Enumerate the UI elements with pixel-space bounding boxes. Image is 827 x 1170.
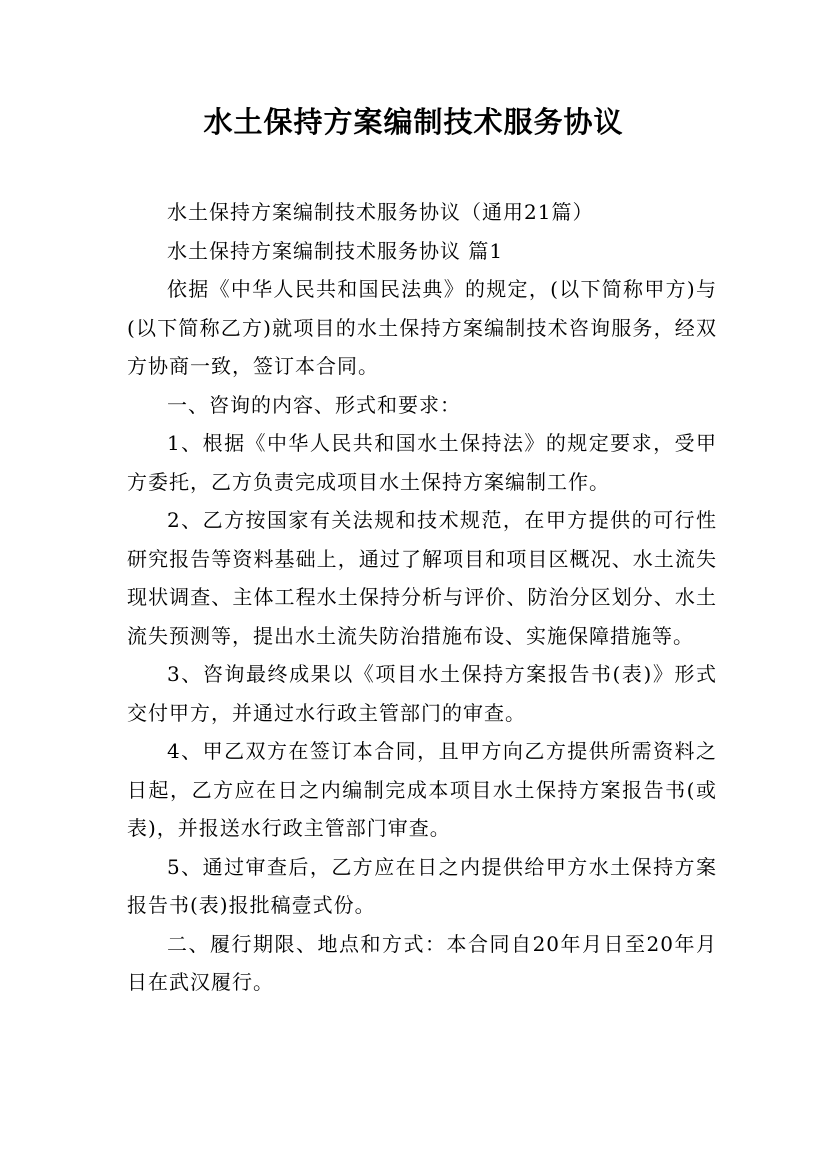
document-title: 水土保持方案编制技术服务协议 (203, 105, 624, 139)
paragraph-item-3: 3、咨询最终成果以《项目水土保持方案报告书(表)》形式交付甲方，并通过水行政主管部门的审查。 (127, 662, 717, 725)
paragraph-item-1: 1、根据《中华人民共和国水土保持法》的规定要求，受甲方委托，乙方负责完成项目水土保持方案编制工作。 (127, 431, 717, 494)
paragraph-item-2: 2、乙方按国家有关法规和技术规范，在甲方提供的可行性研究报告等资料基础上，通过了解项目和项目区概况、水土流失现状调查、主体工程水土保持分析与评价、防治分区划分、水土流失预测等，提出水土流失防治措施布设、实施保障措施等。 (127, 508, 717, 648)
paragraph-section-heading: 水土保持方案编制技术服务协议 篇1 (167, 238, 504, 263)
paragraph-preamble: 依据《中华人民共和国民法典》的规定，(以下简称甲方)与(以下简称乙方)就项目的水土保持方案编制技术咨询服务，经双方协商一致，签订本合同。 (127, 277, 717, 378)
paragraph-clause-2: 二、履行期限、地点和方式：本合同自20年月日至20年月日在武汉履行。 (127, 931, 717, 994)
paragraph-item-5: 5、通过审查后，乙方应在日之内提供给甲方水土保持方案报告书(表)报批稿壹式份。 (127, 854, 717, 917)
paragraph-subtitle: 水土保持方案编制技术服务协议（通用21篇） (167, 200, 594, 224)
document-body (127, 193, 717, 1002)
paragraph-item-4: 4、甲乙双方在签订本合同，且甲方向乙方提供所需资料之日起，乙方应在日之内编制完成本项目水土保持方案报告书(或表)，并报送水行政主管部门审查。 (127, 739, 717, 840)
paragraph-clause-1-heading: 一、咨询的内容、形式和要求： (167, 392, 461, 417)
